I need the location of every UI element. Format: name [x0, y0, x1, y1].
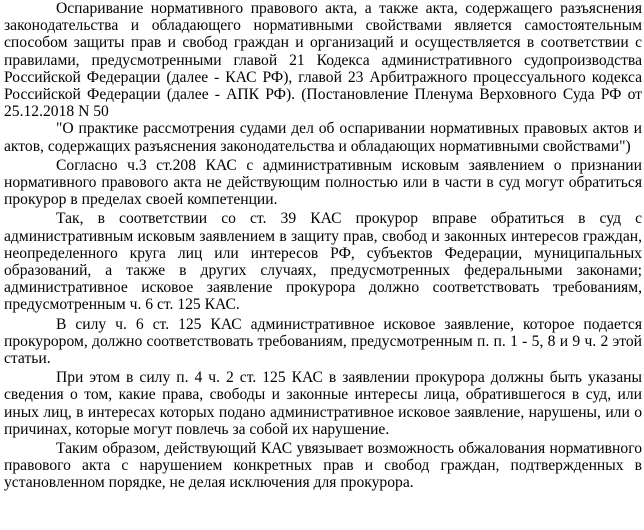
paragraph-resolution-title: "О практике рассмотрения судами дел об оспаривании нормативных правовых актов и актов, содержащих разъяснения законодательства и обладающих нормативными свойствами") [4, 120, 642, 155]
paragraph-article-125-part-6: В силу ч. 6 ст. 125 КАС административное исковое заявление, которое подается прокурором, должно соответствовать требованиям, предусмотренным п. п. 1 - 5, 8 и 9 ч. 2 этой статьи. [4, 315, 642, 368]
paragraph-conclusion: Таким образом, действующий КАС увязывает возможность обжалования нормативного правового акта с нарушением конкретных прав и свобод граждан, подтвержденных в установленном порядке, не делая исключения для прокурора. [4, 440, 642, 492]
paragraph-article-208: Согласно ч.3 ст.208 КАС с административным исковым заявлением о признании нормативного правового акта не действующим полностью или в части в суд могут обратиться прокурор в пределах своей компетенции. [4, 156, 642, 209]
paragraph-contesting-acts: Оспаривание нормативного правового акта, а также акта, содержащего разъяснения законодательства и обладающего нормативными свойствами является самостоятельным способом защиты прав и свобод граждан и организаций и осуществляется в соответствии с правилами, предусмотренными главой 21 Кодекса административного судопроизводства Российской Федерации (далее - КАС РФ), главой 23 Арбитражного процессуального кодекса Российской Федерации (далее - АПК РФ). (Постановление Пленума Верховного Суда РФ от 25.12.2018 N 50 [4, 0, 642, 121]
paragraph-article-39: Так, в соответствии со ст. 39 КАС прокурор вправе обратиться в суд с административным исковым заявлением в защиту прав, свобод и законных интересов граждан, неопределенного круга лиц или интересов РФ, субъектов Федерации, муниципальных образований, а также в других случаях, предусмотренных федеральными законами; административное исковое заявление прокурора должно соответствовать требованиям, предусмотренным ч. 6 ст. 125 КАС. [4, 210, 642, 314]
paragraph-article-125-part-2: При этом в силу п. 4 ч. 2 ст. 125 КАС в заявлении прокурора должны быть указаны сведения о том, какие права, свободы и законные интересы лица, обратившегося в суд, или иных лиц, в интересах которых подано административное исковое заявление, нарушены, или о причинах, которые могут повлечь за собой их нарушение. [4, 369, 642, 438]
